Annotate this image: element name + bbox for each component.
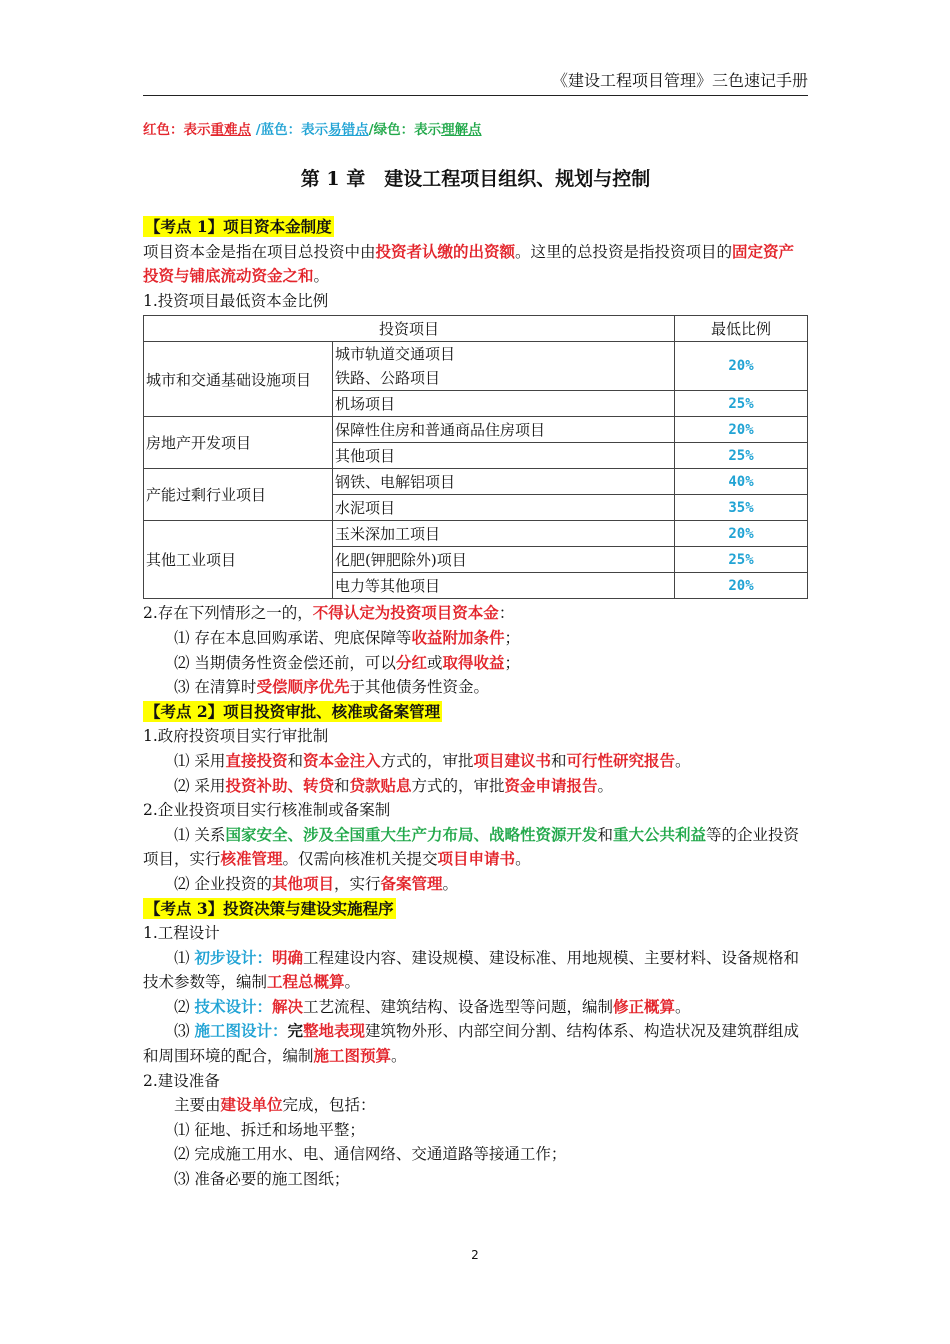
table-row [144,417,808,443]
text: ⑵ 企业投资的 [174,874,272,893]
list-item [143,872,808,897]
text: 2.存在下列情形之一的， [143,604,313,623]
table-percent: 25% [675,391,808,417]
main-content [143,215,808,1192]
text: 主要由 [174,1096,221,1115]
table-percent: 20% [675,342,808,391]
key-term: 项目申请书 [437,849,516,869]
capital-ratio-table [143,315,808,599]
text: 工艺流程、建筑结构、设备选型等问题，编制 [302,997,613,1016]
text: 或 [426,653,443,672]
legend-green-term: 理解点 [441,122,482,138]
text: ⑶ 在清算时 [174,678,257,697]
table-cell: 电力等其他项目 [333,573,675,599]
subheading-exclusions [143,601,808,626]
text: ⑴ 采用 [174,751,226,770]
key-term: 分红 [395,652,427,672]
legend-red-term: 重难点 [210,122,251,138]
text: ⑵ 当期债务性资金偿还前，可以 [174,653,396,672]
key-term: 整地表现 [302,1021,365,1041]
key-term: 解决 [271,996,303,1016]
key-term: 项目建议书 [473,750,552,770]
page-number: 2 [471,1248,479,1262]
table-cell: 保障性住房和普通商品住房项目 [333,417,675,443]
text: ⑶ [174,1022,195,1041]
key-term: 不得认定为投资项目资本金 [312,603,499,623]
key-term: 直接投资 [225,750,288,770]
subheading-engineering-design: 1.工程设计 [143,924,220,943]
table-category: 城市和交通基础设施项目 [144,342,333,417]
legend-green-label: /绿色：表示 [368,122,442,138]
section-heading-3 [143,897,808,922]
key-term: 贷款贴息 [349,775,412,795]
text: 方式的，审批 [411,776,505,795]
list-item [143,995,808,1020]
legend-red-label: 红色：表示 [143,122,211,138]
list-item [143,1019,808,1068]
key-term: 资本金注入 [302,750,381,770]
list-item [143,675,808,700]
text: 。 [442,874,458,893]
key-term: 修正概算 [612,996,675,1016]
table-percent: 40% [675,469,808,495]
text: ； [504,628,520,647]
table-category: 产能过剩行业项目 [144,469,333,521]
text: 工程建设内容、建设规模、建设标准、用地规模、主要材料、设备规格和技术参数等，编制 [143,948,799,992]
list-item: ⑴ 征地、拆迁和场地平整； [174,1120,365,1139]
chapter-title: 第 1 章 建设工程项目组织、规划与控制 [300,168,651,190]
text: 和 [287,751,303,770]
key-term: 备案管理 [380,873,443,893]
text: ⑴ [174,948,195,967]
text: ： [498,604,515,623]
text: ； [504,653,520,672]
key-term: 投资者认缴的出资额 [375,241,516,261]
table-header-row [144,316,808,342]
text: 完成，包括： [282,1096,376,1115]
table-cell-line: 铁路、公路项目 [335,369,441,388]
key-term: 固定资产投资与铺底流动资金之和 [143,241,795,286]
list-item [143,823,808,872]
table-row [144,469,808,495]
table-cell: 水泥项目 [333,495,675,521]
text: ⑴ 存在本息回购承诺、兜底保障等 [174,628,412,647]
subheading-enterprise-projects: 2.企业投资项目实行核准制或备案制 [143,801,391,820]
table-category: 房地产开发项目 [144,417,333,469]
paragraph-definition [143,240,808,289]
subheading-capital-ratio: 1.投资项目最低资本金比例 [143,291,329,310]
key-term: 投资补助、转贷 [225,775,334,795]
color-legend [143,118,482,138]
table-cell-line: 城市轨道交通项目 [335,345,456,364]
key-term: 工程总概算 [267,972,345,992]
text: 。 [597,776,614,795]
topic-tag-2: 【考点 2】项目投资审批、核准或备案管理 [145,701,441,721]
list-item [143,651,808,676]
text: 。 [344,973,361,992]
key-term: 取得收益 [442,652,505,672]
table-row [144,342,808,391]
text: ⑵ 采用 [174,776,226,795]
text: 和 [597,825,613,844]
key-term: 核准管理 [220,849,283,869]
text: 。 [675,997,691,1016]
subheading-government-projects: 1.政府投资项目实行审批制 [143,727,329,746]
list-item [143,946,808,995]
key-term: 技术设计： [194,996,272,1016]
legend-blue-label: /蓝色：表示 [251,122,329,138]
key-term: 初步设计： [194,947,272,967]
key-term: 收益附加条件 [411,627,505,647]
paragraph [143,1093,808,1118]
text: 项目资本金是指在项目总投资中由 [143,242,376,261]
table-cell: 化肥(钾肥除外)项目 [333,547,675,573]
key-term: 完 [287,1021,303,1041]
table-category: 其他工业项目 [144,521,333,599]
table-percent: 25% [675,443,808,469]
text: 。仅需向核准机关提交 [282,850,438,869]
table-cell: 其他项目 [333,443,675,469]
table-percent: 20% [675,521,808,547]
table-cell [333,342,675,391]
key-term: 施工图设计： [194,1021,288,1041]
list-item [143,749,808,774]
table-cell: 玉米深加工项目 [333,521,675,547]
text: 。这里的总投资是指投资项目的 [515,242,733,261]
text: 于其他债务性资金。 [349,678,489,697]
text: 和 [333,776,350,795]
key-term: 受偿顺序优先 [256,677,350,697]
table-row [144,521,808,547]
key-term: 重大公共利益 [612,824,706,844]
header-divider [143,95,808,96]
text: 等的企业投资项目，实行 [143,825,799,869]
list-item: ⑵ 完成施工用水、电、通信网络、交通道路等接通工作； [174,1145,567,1164]
table-percent: 35% [675,495,808,521]
topic-tag-1: 【考点 1】项目资本金制度 [145,217,332,236]
table-header-project: 投资项目 [144,316,675,342]
table-header-ratio: 最低比例 [675,316,808,342]
text: ⑵ [174,997,195,1016]
table-percent: 20% [675,573,808,599]
key-term: 可行性研究报告 [566,750,676,770]
text: ，实行 [333,874,381,893]
text: 和 [551,751,567,770]
text: 方式的，审批 [380,751,474,770]
section-heading-1 [143,215,808,240]
subheading-construction-prep: 2.建设准备 [143,1071,220,1090]
key-term: 国家安全、涉及全国重大生产力布局、战略性资源开发 [225,824,598,844]
section-heading-2 [143,700,808,725]
key-term: 资金申请报告 [504,775,598,795]
table-cell: 钢铁、电解铝项目 [333,469,675,495]
text: 。 [675,751,691,770]
key-term: 施工图预算 [313,1046,392,1066]
topic-tag-3: 【考点 3】投资决策与建设实施程序 [145,898,394,918]
table-percent: 20% [675,417,808,443]
legend-blue-term: 易错点 [328,122,369,138]
document-header: 《建设工程项目管理》三色速记手册 [551,71,808,90]
list-item: ⑶ 准备必要的施工图纸； [174,1170,350,1189]
text: 。 [391,1047,407,1066]
text: ⑴ 关系 [174,825,226,844]
list-item [143,626,808,651]
text: 建筑物外形、内部空间分割、结构体系、构造状况及建筑群组成和周围环境的配合，编制 [143,1022,799,1066]
key-term: 其他项目 [271,873,334,893]
key-term: 建设单位 [220,1095,283,1115]
table-percent: 25% [675,547,808,573]
text: 。 [313,267,330,286]
table-cell: 机场项目 [333,391,675,417]
key-term: 明确 [271,947,303,967]
list-item [143,774,808,799]
text: 。 [515,850,531,869]
